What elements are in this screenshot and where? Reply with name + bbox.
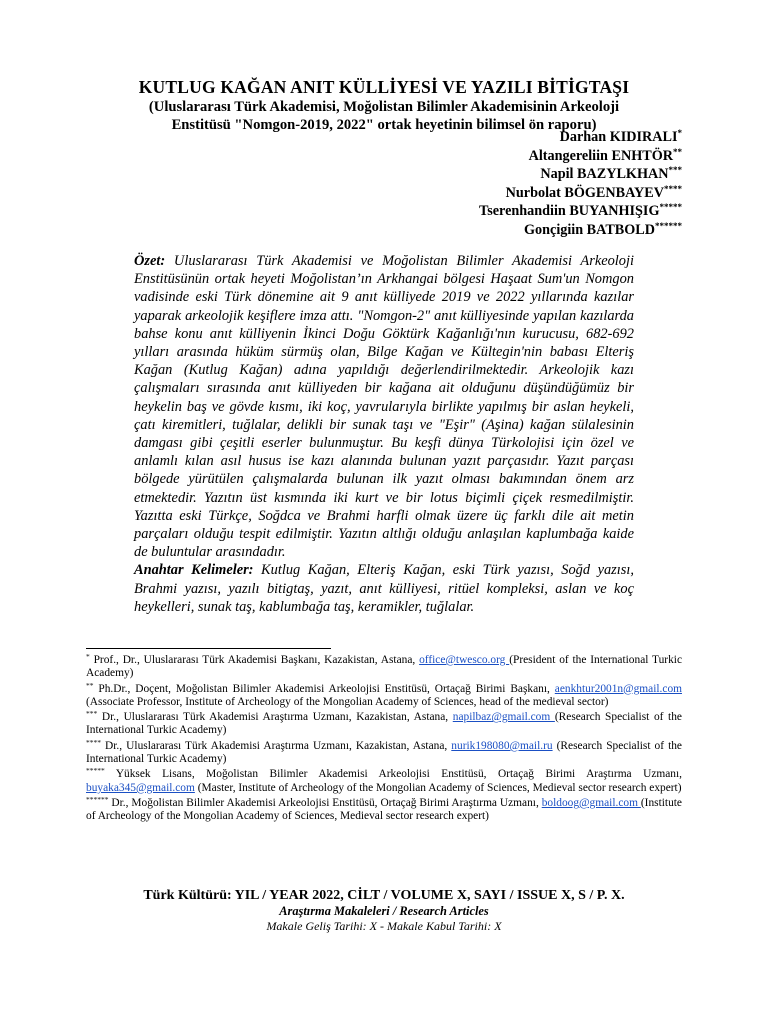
paper-subtitle-line-1: (Uluslararası Türk Akademisi, Moğolistan Bilimler Akademisinin Arkeoloji	[148, 99, 620, 115]
footnote-text: Prof., Dr., Uluslararası Türk Akademisi Başkanı, Kazakistan, Astana,	[93, 654, 420, 666]
abstract-text: Uluslararası Türk Akademisi ve Moğolistan Bilimler Akademisi Arkeoloji Enstitüsünün ortak heyeti Moğolistan’ın Arkhangai bölgesi Haşaat Sum'un Nomgon vadisinde eski Türk dönemine ait 9 anıt külliyede 2019 ve 2022 yıllarında kazılar yaparak arkeolojik keşiflere imza attı. "Nomgon-2" anıt külliyesinde yapılan kazılarda bahse konu anıt külliyenin İkinci Doğu Göktürk Kağanlığı'nın kurucusu, 682-692 yılları arasında hüküm sürmüş olan, Bilge Kağan ve Kültegin'nin babası Elteriş Kağan (Kutlug Kağan) adına yapıldığı değerlendirilmektedir. Arkeolojik kazı çalışmaları sırasında anıt külliyeden bir kağana ait olduğunu düşündüğümüz bir heykelin baş ve gövde kısmı, iki koç, yavrularıyla birlikte yapılmış bir aslan heykeli, çatı kiremitleri, tuğlalar, delikli bir sunak taşı ve "Eşir" (Aşina) kağan sülalesinin damgası gibi çeşitli eserler bulunmuştur. Bu keşfi dünya Türkolojisi için özel ve anlamlı kılan asıl husus ise kazı alanında bulunan yazıt parçasıdır. Yazıt parçası bölgede yürütülen çalışmalarda bulunan ilk yazıt olması bakımından önem arz etmektedir. Yazıtın üst kısmında iki kurt ve bir lotus biçimli çiçek resmedilmiştir. Yazıtta eski Türkçe, Soğdca ve Brahmi harfli olmak üzere üç farklı dile ait metin parçaları olduğu tespit edilmiştir. Yazıtın altlığı olduğu anlaşılan kaplumbağa kaide de buluntular arasındadır.	[134, 253, 634, 561]
author-entry	[479, 221, 682, 240]
author-entry	[479, 165, 682, 184]
footnote-mark: ***	[86, 709, 98, 719]
author-name: Gonçigiin BATBOLD	[524, 221, 655, 238]
abstract-paragraph	[134, 252, 634, 561]
footnote-text: Ph.Dr., Doçent, Moğolistan Bilimler Akademisi Arkeolojisi Enstitüsü, Ortaçağ Birimi Başkanı,	[98, 682, 555, 695]
author-name: Darhan KIDIRALI	[559, 129, 678, 145]
author-footnote-mark: **	[673, 146, 682, 157]
footnote-mark: *****	[86, 766, 105, 776]
footnote-text: (Associate Professor, Institute of Archeology of the Mongolian Academy of Sciences, head of the medieval sector)	[86, 695, 609, 708]
footnote	[86, 737, 682, 767]
keywords-text: Kutlug Kağan, Elteriş Kağan, eski Türk yazısı, Soğd yazısı, Brahmi yazısı, yazılı bitigtaş, yazıt, anıt külliyesi, ritüel kompleksi, aslan ve koç heykelleri, sunak taş, kablumbağa taş, keramikler, tuğlalar.	[134, 562, 634, 615]
journal-info	[85, 887, 683, 934]
author-entry	[479, 184, 682, 203]
author-footnote-mark: ****	[664, 183, 682, 194]
title-block	[85, 76, 683, 134]
footnote	[86, 711, 682, 738]
footnote	[86, 680, 682, 710]
footnote-text: (Institute of Archeology of the Mongolian Academy of Sciences, Medieval sector research expert)	[86, 796, 682, 823]
author-footnote-mark: ******	[655, 220, 682, 231]
keywords-paragraph	[134, 561, 634, 616]
submission-dates: Makale Geliş Tarihi: X - Makale Kabul Tarihi: X	[266, 919, 502, 933]
email-link[interactable]: boldoog@gmail.com	[541, 796, 641, 809]
email-link[interactable]: napilbaz@gmail.com	[452, 711, 555, 724]
footnote-mark: ******	[86, 794, 109, 804]
email-link[interactable]: nurik198080@mail.ru	[451, 739, 553, 752]
footnote-text: Dr., Uluslararası Türk Akademisi Araştırma Uzmanı, Kazakistan, Astana,	[105, 739, 452, 752]
email-link[interactable]: aenkhtur2001n@gmail.com	[554, 682, 682, 695]
footnote-divider	[86, 648, 331, 649]
footnote-text: Dr., Uluslararası Türk Akademisi Araştırma Uzmanı, Kazakistan, Astana,	[101, 711, 453, 724]
author-list	[479, 128, 682, 240]
keywords-label: Anahtar Kelimeler:	[134, 562, 254, 579]
footnote-mark: ****	[86, 737, 101, 747]
email-link[interactable]: buyaka345@gmail.com	[86, 781, 195, 794]
email-link[interactable]: office@twesco.org	[419, 654, 510, 666]
footnote-mark: *	[86, 652, 90, 661]
author-name: Nurbolat BÖGENBAYEV	[505, 184, 664, 201]
author-footnote-mark: ***	[668, 165, 682, 176]
article-type: Araştırma Makaleleri / Research Articles	[279, 904, 489, 918]
author-name: Altangereliin ENHTÖR	[528, 147, 673, 164]
footnote-text: (Research Specialist of the International Turkic Academy)	[86, 711, 682, 737]
footnote-text: Yüksek Lisans, Moğolistan Bilimler Akademisi Arkeolojisi Enstitüsü, Ortaçağ Birimi Araştırma Uzmanı,	[115, 768, 682, 781]
author-footnote-mark: *	[677, 128, 682, 138]
paper-title: KUTLUG KAĞAN ANIT KÜLLİYESİ VE YAZILI BİTİGTAŞI	[138, 77, 630, 97]
author-entry	[479, 202, 682, 221]
abstract-section	[134, 252, 634, 616]
footnote-text: (Research Specialist of the International Turkic Academy)	[86, 739, 682, 766]
author-entry	[479, 147, 682, 166]
footnote-text: (President of the International Turkic Academy)	[86, 654, 682, 680]
author-footnote-mark: *****	[659, 202, 682, 213]
author-entry	[479, 128, 682, 147]
journal-citation: Türk Kültürü: YIL / YEAR 2022, CİLT / VOLUME X, SAYI / ISSUE X, S / P. X.	[143, 888, 625, 903]
footnotes-section	[86, 654, 682, 826]
paper-subtitle-line-2: Enstitüsü "Nomgon-2019, 2022" ortak heyetinin bilimsel ön raporu)	[171, 117, 597, 133]
footnote-text: Dr., Moğolistan Bilimler Akademisi Arkeolojisi Enstitüsü, Ortaçağ Birimi Araştırma Uzmanı,	[111, 796, 542, 809]
author-name: Napil BAZYLKHAN	[540, 166, 669, 183]
abstract-label: Özet:	[134, 253, 166, 269]
footnote-text: (Master, Institute of Archeology of the Mongolian Academy of Sciences, Medieval sector research expert)	[194, 781, 682, 794]
footnote	[86, 794, 682, 824]
footnote-mark: **	[86, 680, 94, 690]
footnote	[86, 768, 682, 795]
footnote	[86, 654, 682, 681]
author-name: Tserenhandiin BUYANHIŞIG	[479, 203, 660, 220]
